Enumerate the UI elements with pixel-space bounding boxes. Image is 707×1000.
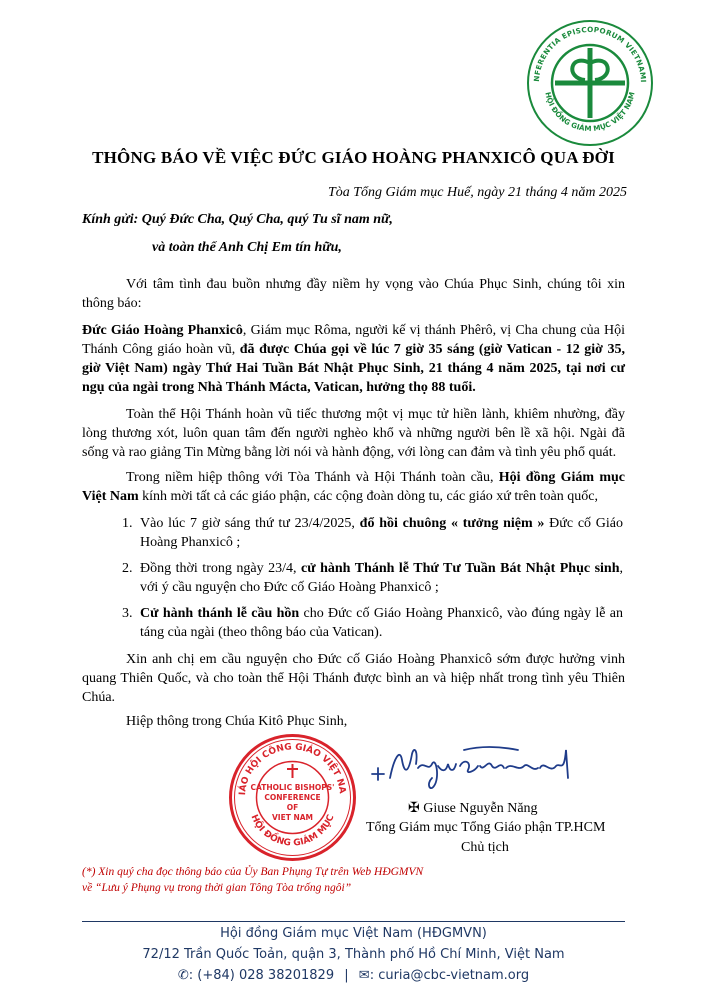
footer-divider: [82, 921, 625, 922]
salutation-line-1: Kính gửi: Quý Đức Cha, Quý Cha, quý Tu sĩ nam nữ,: [82, 212, 393, 227]
list-item-bold: Cử hành thánh lễ cầu hồn: [140, 606, 300, 621]
paragraph-1-text: Với tâm tình đau buồn nhưng đầy niềm hy vọng vào Chúa Phục Sinh, chúng tôi xin thông báo:: [82, 277, 625, 311]
closing-line: Hiệp thông trong Chúa Kitô Phục Sinh,: [126, 714, 348, 729]
phone-icon: ✆: [177, 968, 189, 983]
list-item-number: 3.: [122, 606, 133, 621]
paragraph-3-text: Toàn thể Hội Thánh hoàn vũ tiếc thương một vị mục tử hiền lành, khiêm nhường, đầy lòng thương xót, luôn quan tâm đến người nghèo khổ và những người bên lề xã hội. Ngài đã sống và rao giảng Tin Mừng bằng lời nói và hành động, với lòng can đảm và tình yêu phổ quát.: [82, 407, 625, 460]
mail-icon: ✉: [358, 968, 370, 983]
paragraph-2: [82, 321, 625, 397]
paragraph-2-bold: đã được Chúa gọi về lúc 7 giờ 35 sáng (giờ Vatican - 12 giờ 35, giờ Việt Nam) ngày Thứ Hai Tuần Bát Nhật Phục Sinh, 21 tháng 4 năm 2025, tại nơi cư ngụ của ngài trong Nhà Thánh Mácta, Vatican, hưởng thọ 88 tuổi.: [82, 342, 625, 395]
page-title: THÔNG BÁO VỀ VIỆC ĐỨC GIÁO HOÀNG PHANXICÔ QUA ĐỜI: [92, 148, 615, 167]
list-item-text: Đồng thời trong ngày 23/4,: [140, 561, 301, 576]
footer-address: 72/12 Trần Quốc Toản, quận 3, Thành phố Hồ Chí Minh, Việt Nam: [142, 947, 565, 962]
signer-title: Tổng Giám mục Tổng Giáo phận TP.HCM: [366, 820, 606, 835]
list-item-2: [122, 559, 625, 599]
note-line-2: về “Lưu ý Phụng vụ trong thời gian Tông Tòa trống ngôi”: [82, 882, 352, 894]
paragraph-5-text: Xin anh chị em cầu nguyện cho Đức cố Giáo Hoàng Phanxicô sớm được hưởng vinh quang Thiên Quốc, và cho toàn thể Hội Thánh được bình an và hiệp nhất trong tình yêu Thiên Chúa.: [82, 652, 625, 705]
paragraph-4-text-c: kính mời tất cả các giáo phận, các cộng đoàn dòng tu, các giáo xứ trên toàn quốc,: [138, 489, 598, 504]
list-item-text: Đức cố Giáo Hoàng Phanxicô ;: [140, 516, 624, 550]
paragraph-4-text-a: Trong niềm hiệp thông với Tòa Thánh và Hội Thánh toàn cầu,: [126, 470, 499, 485]
salutation-line-2: và toàn thể Anh Chị Em tín hữu,: [152, 240, 342, 255]
paragraph-6: [82, 712, 625, 731]
paragraph-4: [82, 468, 625, 506]
list-item-number: 2.: [122, 561, 133, 576]
cross-icon: ✠: [408, 801, 420, 816]
list-item-3: [122, 604, 625, 644]
footer-email: : curia@cbc-vietnam.org: [369, 968, 530, 983]
cbcv-logo: [525, 18, 655, 148]
footer-separator: |: [344, 968, 349, 983]
paragraph-2-text: , Giám mục Rôma, người kế vị thánh Phêrô, vị Cha chung của Hội Thánh Công giáo hoàn vũ,: [82, 323, 625, 357]
paragraph-5: [82, 650, 625, 707]
note-line-1: (*) Xin quý cha đọc thông báo của Ủy Ban Phụng Tự trên Web HĐGMVN: [82, 866, 424, 878]
list-item-bold: đổ hồi chuông « tưởng niệm »: [359, 516, 545, 531]
list-item-text: Vào lúc 7 giờ sáng thứ tư 23/4/2025,: [140, 516, 360, 531]
signer-name-text: Giuse Nguyễn Năng: [423, 801, 538, 816]
list-item-number: 1.: [122, 516, 133, 531]
svg-text:CONFERENCE: CONFERENCE: [264, 793, 321, 802]
paragraph-3: [82, 405, 625, 462]
svg-text:OF: OF: [286, 803, 299, 812]
svg-text:CONFERENTIA EPISCOPORUM VIETNA: NFERENTIA EPISCOPORUM VIETNAMI: [531, 24, 649, 83]
list-item-bold: cử hành Thánh lễ Thứ Tư Tuần Bát Nhật Phục sinh: [300, 561, 620, 576]
list-item-1: [122, 514, 625, 554]
footer-contact: [0, 968, 707, 983]
svg-text:HỘI ĐỒNG GIÁM MỤC VIỆT NAM: HỘI ĐỒNG GIÁM MỤC VIỆT NAM: [543, 91, 637, 134]
signer-role: Chủ tịch: [461, 840, 509, 855]
handwritten-signature: [368, 738, 583, 796]
red-seal: [225, 730, 360, 865]
svg-text:GIÁO HỘI CÔNG GIÁO VIỆT NAM: IÁO HỘI CÔNG GIÁO VIỆT NA: [238, 742, 347, 796]
place-date: Tòa Tổng Giám mục Huế, ngày 21 tháng 4 năm 2025: [327, 185, 627, 200]
pope-name: Đức Giáo Hoàng Phanxicô: [82, 323, 243, 338]
list-item-text: , với ý cầu nguyện cho Đức cố Giáo Hoàng Phanxicô ;: [140, 561, 623, 595]
svg-text:HỘI ĐỒNG GIÁM MỤC: HỘI ĐỒNG GIÁM MỤC: [248, 813, 337, 849]
paragraph-4-bold: Hội đồng Giám mục Việt Nam: [82, 470, 625, 504]
list-item-text: cho Đức cố Giáo Hoàng Phanxicô, vào đúng ngày lễ an táng của ngài (theo thông báo của Vatican).: [140, 606, 623, 640]
signer-name: [408, 800, 538, 817]
footer-phone: : (+84) 028 38201829: [188, 968, 335, 983]
svg-text:CATHOLIC BISHOPS': CATHOLIC BISHOPS': [250, 783, 335, 792]
paragraph-1: [82, 275, 625, 313]
svg-text:VIET NAM: VIET NAM: [272, 813, 313, 822]
footer-org: Hội đồng Giám mục Việt Nam (HĐGMVN): [220, 926, 487, 941]
